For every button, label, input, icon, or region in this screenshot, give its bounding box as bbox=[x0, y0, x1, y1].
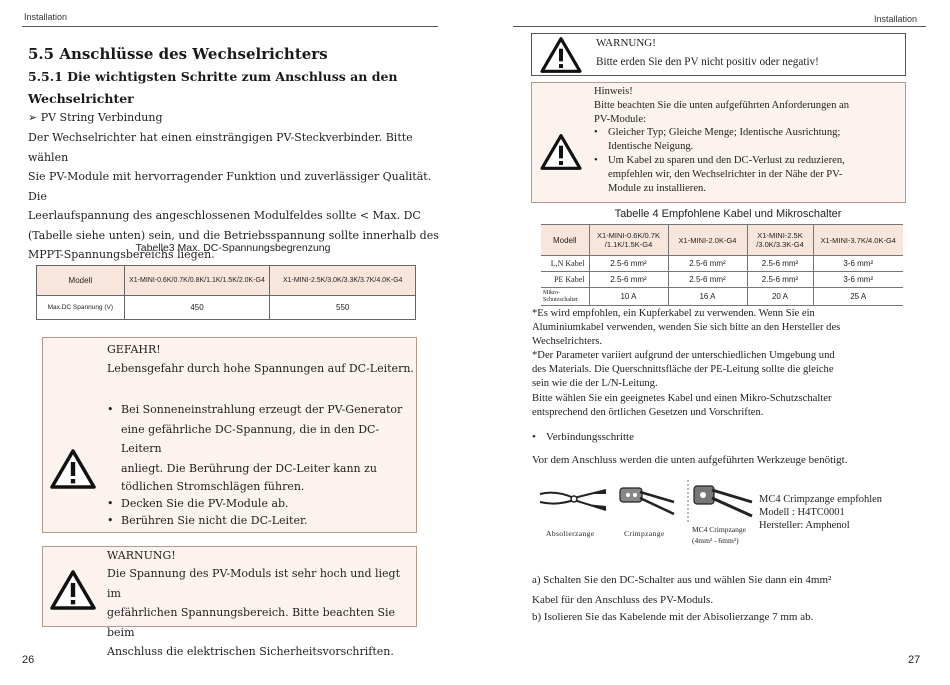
hint-line: Bitte beachten Sie die unten aufgeführten Anforderungen an bbox=[594, 99, 850, 111]
table4-header: Modell bbox=[541, 225, 589, 256]
table4-row bbox=[541, 272, 903, 288]
mc4-crimper-icon bbox=[686, 478, 758, 526]
steps-bullet: • Verbindungsschritte bbox=[532, 431, 634, 443]
table4-cell: 3-6 mm² bbox=[813, 256, 903, 272]
table4-row bbox=[541, 256, 903, 272]
note-line: Aluminiumkabel verwenden, wenden Sie sich bitte an den Hersteller des bbox=[532, 321, 841, 333]
hint-bullet-line: • Gleicher Typ; Gleiche Menge; Identische Ausrichtung; bbox=[608, 127, 841, 139]
note-line: sein wie die der L/N-Leitung. bbox=[532, 377, 658, 389]
table4-header: X1-MINI-2.0K-G4 bbox=[668, 225, 747, 256]
danger-bullet: • Decken Sie die PV-Module ab. bbox=[107, 495, 412, 512]
warning-title: WARNUNG! bbox=[107, 549, 176, 562]
danger-bullet bbox=[107, 400, 412, 495]
danger-callout bbox=[42, 337, 417, 533]
hint-title: Hinweis! bbox=[594, 86, 633, 97]
table3-cell: Max.DC Spannung (V) bbox=[37, 296, 125, 320]
table4-caption: Tabelle 4 Empfohlene Kabel und Mikroschalter bbox=[614, 208, 842, 220]
step-a-line: Kabel für den Anschluss des PV-Moduls. bbox=[532, 593, 714, 606]
page-number-right: 27 bbox=[908, 654, 921, 666]
table4-cell: 2.5-6 mm² bbox=[589, 256, 668, 272]
table4-cell: Mikro-Schutzschalter bbox=[541, 288, 589, 306]
tools-illustration bbox=[536, 478, 786, 550]
running-head-left: Installation bbox=[24, 12, 68, 22]
danger-title: GEFAHR! bbox=[107, 343, 161, 356]
table4-cell: 2.5-6 mm² bbox=[747, 272, 813, 288]
crimper-label: Crimpzange bbox=[624, 529, 665, 538]
table4-row bbox=[541, 288, 903, 306]
table4-cell: 20 A bbox=[747, 288, 813, 306]
hint-text bbox=[594, 85, 904, 195]
wire-stripper-icon bbox=[536, 480, 611, 524]
intro-line: Leerlaufspannung des angeschlossenen Modulfeldes sollte < Max. DC bbox=[28, 209, 421, 222]
tools-intro: Vor dem Anschluss werden die unten aufgeführten Werkzeuge benötigt. bbox=[532, 454, 848, 466]
recommend-line: MC4 Crimpzange empfohlen bbox=[759, 494, 883, 505]
table4-cell: 2.5-6 mm² bbox=[589, 272, 668, 288]
mc4-label bbox=[692, 524, 746, 546]
mc4-recommendation bbox=[759, 493, 882, 532]
notes bbox=[532, 307, 906, 419]
step-b: b) Isolieren Sie das Kabelende mit der Abisolierzange 7 mm ab. bbox=[532, 611, 814, 623]
crimper-icon bbox=[614, 482, 680, 526]
intro-line: Der Wechselrichter hat einen einsträngigen PV-Steckverbinder. Bitte wählen bbox=[28, 131, 413, 164]
table3-header: X1-MINI-0.6K/0.7K/0.8K/1.1K/1.5K/2.0K-G4 bbox=[124, 266, 270, 296]
warning-text: Bitte erden Sie den PV nicht positiv oder negativ! bbox=[596, 56, 819, 68]
header-rule-right bbox=[513, 26, 926, 27]
hint-bullet bbox=[594, 126, 904, 154]
page-number-left: 26 bbox=[22, 654, 35, 666]
subsection-title: 5.5.1 Die wichtigsten Schritte zum Anschluss an den Wechselrichter bbox=[28, 69, 398, 106]
hint-bullet-line: Module zu installieren. bbox=[608, 182, 706, 194]
warning-triangle-icon bbox=[49, 448, 97, 490]
mc4-label-line: MC4 Crimpzange bbox=[692, 525, 746, 534]
hint-callout bbox=[531, 82, 906, 203]
note-line: entsprechend den örtlichen Gesetzen und Vorschriften. bbox=[532, 406, 764, 418]
hint-line: PV-Module: bbox=[594, 113, 646, 125]
warning-line: gefährlichen Spannungsbereich. Bitte beachten Sie beim bbox=[107, 606, 396, 639]
hint-bullet-line: empfehlen wir, den Wechselrichter in der Nähe der PV- bbox=[608, 168, 843, 180]
note-line: Wechselrichters. bbox=[532, 335, 603, 347]
steps-bullet-list bbox=[532, 431, 634, 443]
note-line: *Der Parameter variiert aufgrund der unterschiedlichen Umgebung und bbox=[532, 350, 835, 362]
warning-line: Die Spannung des PV-Moduls ist sehr hoch und liegt im bbox=[107, 567, 401, 600]
note-line: des Materials. Die Querschnittsfläche der PE-Leitung sollte die gleiche bbox=[532, 364, 834, 376]
danger-bullet: • Berühren Sie nicht die DC-Leiter. bbox=[107, 512, 412, 529]
hint-bullet bbox=[594, 154, 904, 195]
table4-cell: 2.5-6 mm² bbox=[668, 272, 747, 288]
stripper-label: Absolierzange bbox=[546, 529, 595, 538]
danger-bullet-line: eine gefährliche DC-Spannung, die in den DC-Leitern bbox=[121, 422, 380, 455]
table4 bbox=[541, 224, 903, 306]
warning-triangle-icon bbox=[539, 36, 583, 74]
pv-string-heading: ➢ PV String Verbindung bbox=[28, 111, 163, 124]
hint-bullet-line: Identische Neigung. bbox=[608, 141, 694, 153]
table4-cell: 3-6 mm² bbox=[813, 272, 903, 288]
table4-cell: 2.5-6 mm² bbox=[747, 256, 813, 272]
table3 bbox=[36, 265, 416, 320]
step-a bbox=[532, 571, 831, 610]
recommend-line: Modell : H4TC0001 bbox=[759, 507, 845, 518]
warning-box-right bbox=[531, 33, 906, 76]
warning-title: WARNUNG! bbox=[596, 37, 656, 49]
table3-cell: 450 bbox=[124, 296, 270, 320]
note-line: *Es wird empfohlen, ein Kupferkabel zu verwenden. Wenn Sie ein bbox=[532, 308, 815, 319]
warning-text bbox=[107, 564, 413, 662]
note-line: Bitte wählen Sie ein geeignetes Kabel und einen Mikro-Schutzschalter bbox=[532, 392, 832, 404]
table3-cell: 550 bbox=[270, 296, 416, 320]
danger-text: Lebensgefahr durch hohe Spannungen auf DC-Leitern. bbox=[107, 362, 414, 375]
intro-line: Sie PV-Module mit hervorragender Funktion und zuverlässiger Qualität. Die bbox=[28, 170, 432, 203]
intro-line: (Tabelle siehe unten) sein, und die Betriebsspannung sollte innerhalb des bbox=[28, 228, 439, 242]
header-rule-left bbox=[22, 26, 438, 27]
table4-cell: 10 A bbox=[589, 288, 668, 306]
recommend-line: Hersteller: Amphenol bbox=[759, 520, 850, 531]
warning-line: Anschluss die elektrischen Sicherheitsvorschriften. bbox=[107, 645, 394, 658]
step-a-line: a) Schalten Sie den DC-Schalter aus und wählen Sie dann ein 4mm² bbox=[532, 574, 832, 586]
warning-triangle-icon bbox=[49, 569, 97, 611]
warning-callout-left bbox=[42, 546, 417, 658]
mc4-label-line: (4mm² - 6mm²) bbox=[692, 536, 739, 545]
hint-bullets bbox=[594, 126, 904, 195]
table4-cell: PE Kabel bbox=[541, 272, 589, 288]
section-title: 5.5 Anschlüsse des Wechselrichters bbox=[28, 45, 328, 63]
danger-bullet-line: tödlichen Stromschlägen führen. bbox=[121, 480, 305, 493]
table3-header: X1-MINI-2.5K/3.0K/3.3K/3.7K/4.0K-G4 bbox=[270, 266, 416, 296]
table4-header: X1-MINI-0.6K/0.7K /1.1K/1.5K-G4 bbox=[589, 225, 668, 256]
danger-bullet-line: • Bei Sonneneinstrahlung erzeugt der PV-Generator bbox=[121, 403, 403, 416]
table4-header: X1-MINI-3.7K/4.0K-G4 bbox=[813, 225, 903, 256]
table4-header: X1-MINI-2.5K /3.0K/3.3K-G4 bbox=[747, 225, 813, 256]
table3-header: Modell bbox=[37, 266, 125, 296]
table4-cell: L,N Kabel bbox=[541, 256, 589, 272]
table4-cell: 25 A bbox=[813, 288, 903, 306]
hint-bullet-line: • Um Kabel zu sparen und den DC-Verlust zu reduzieren, bbox=[608, 154, 845, 166]
table4-cell: 16 A bbox=[668, 288, 747, 306]
danger-bullet-line: anliegt. Die Berührung der DC-Leiter kann zu bbox=[121, 461, 378, 475]
table4-cell: 2.5-6 mm² bbox=[668, 256, 747, 272]
table3-caption: Tabelle3 Max. DC-Spannungsbegrenzung bbox=[135, 242, 331, 254]
warning-triangle-icon bbox=[539, 133, 583, 171]
intro-line: MPPT-Spannungsbereichs liegen. bbox=[28, 248, 215, 261]
danger-bullets bbox=[107, 400, 412, 529]
running-head-right: Installation bbox=[874, 14, 918, 24]
